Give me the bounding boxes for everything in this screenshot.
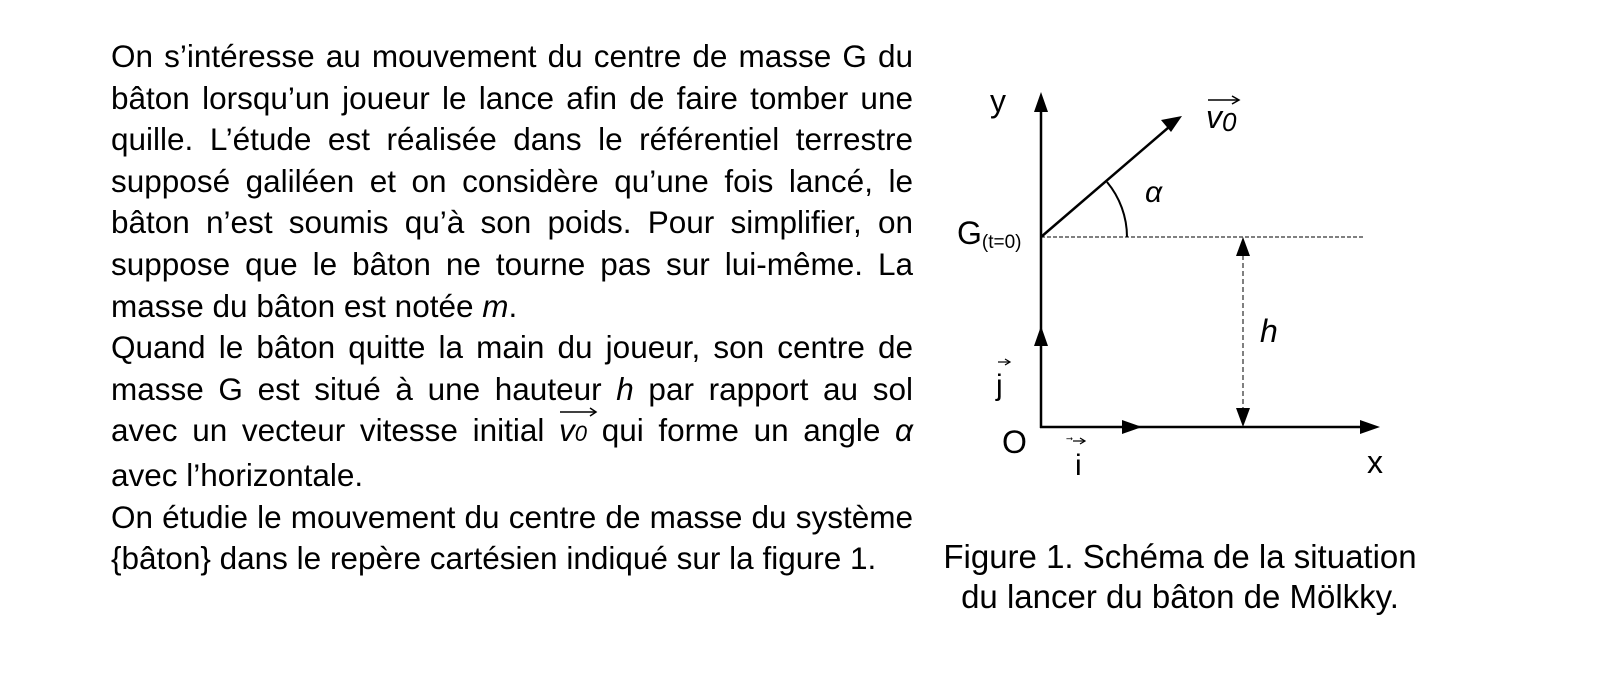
x-axis-arrowhead <box>1360 420 1380 434</box>
paragraph-2 <box>111 327 913 496</box>
launch-diagram <box>940 70 1520 510</box>
height-symbol: h <box>616 370 634 407</box>
unit-vector-j-arrowhead <box>1034 326 1048 346</box>
paragraph-2-text-b: par rapport au sol avec un vecteur vitesse initial <box>111 370 913 449</box>
x-axis-label: x <box>1367 444 1383 480</box>
caption-line-1: Figure 1. Schéma de la situation <box>943 538 1417 575</box>
caption-line-2: du lancer du bâton de Mölkky. <box>961 578 1399 615</box>
angle-symbol: α <box>895 412 913 449</box>
paragraph-1 <box>111 36 913 327</box>
unit-vector-j-label: j <box>996 369 1003 402</box>
height-label: h <box>1260 313 1278 349</box>
height-arrowhead-bottom <box>1236 408 1250 427</box>
g-point-subscript: (t=0) <box>981 232 1022 253</box>
figure-1-diagram <box>940 70 1520 510</box>
paragraph-1-end: . <box>508 287 518 324</box>
velocity-label: v0 <box>1206 99 1237 137</box>
y-axis-arrowhead <box>1034 92 1048 112</box>
height-arrowhead-top <box>1236 237 1250 256</box>
paragraph-2-text-c: qui forme un angle <box>587 412 896 449</box>
paragraph-1-text: On s’intéresse au mouvement du centre de masse G du bâton lorsqu’un joueur le lance afin de faire tomber une quille. L’étude est réalisée dans le référentiel terrestre supposé galiléen et on considère qu’une fois lancé, le bâton n’est soumis qu’à son poids. Pour simplifier, on suppose que le bâton ne tourne pas sur lui-même. La masse du bâton est notée <box>111 38 913 324</box>
unit-vector-i-arrow <box>1066 437 1073 441</box>
angle-arc <box>1107 182 1127 237</box>
y-axis-label: y <box>990 83 1006 119</box>
g-point-label: G(t=0) <box>957 215 1022 253</box>
origin-label: O <box>1002 424 1027 460</box>
unit-vector-i-label: i <box>1075 449 1082 482</box>
problem-text <box>111 36 913 580</box>
angle-label: α <box>1145 176 1163 209</box>
velocity-subscript: 0 <box>574 421 588 447</box>
figure-caption <box>940 537 1420 617</box>
mass-symbol: m <box>482 287 509 324</box>
paragraph-2-text-a: Quand le bâton quitte la main du joueur, son centre de masse G est situé à une hauteur <box>111 329 913 407</box>
velocity-label-subscript: 0 <box>1222 107 1237 137</box>
unit-vector-i-arrowhead <box>1122 420 1142 434</box>
velocity-vector-inline <box>559 410 587 455</box>
velocity-symbol: v <box>559 412 575 449</box>
paragraph-3: On étudie le mouvement du centre de masse du système {bâton} dans le repère cartésien indiqué sur la figure 1. <box>111 498 913 577</box>
paragraph-2-text-d: avec l’horizontale. <box>111 456 364 493</box>
vector-arrow-icon <box>559 406 599 418</box>
